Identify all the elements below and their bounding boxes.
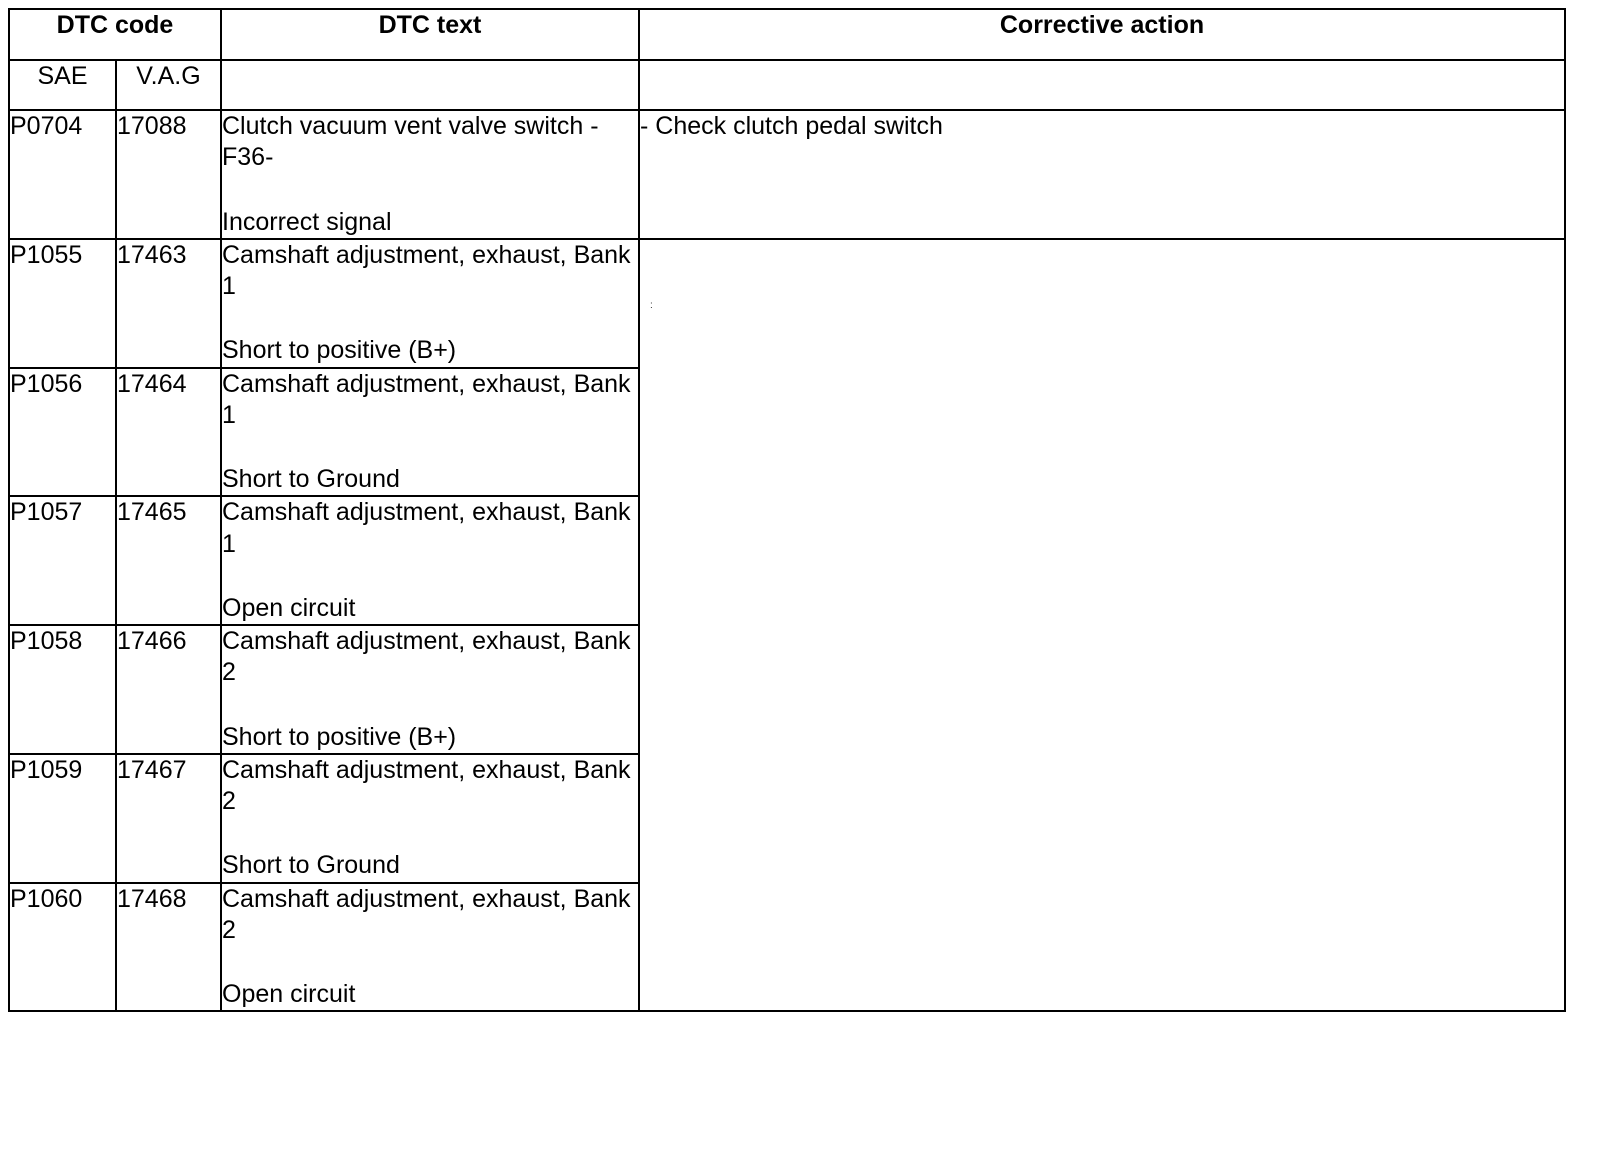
dtc-description bbox=[221, 110, 639, 239]
dtc-condition: Incorrect signal bbox=[222, 207, 392, 236]
dtc-text: Clutch vacuum vent valve switch -F36- bbox=[222, 112, 599, 172]
sae-code: P1059 bbox=[9, 754, 116, 883]
table-row bbox=[9, 239, 1565, 368]
dtc-text: Camshaft adjustment, exhaust, Bank 2 bbox=[222, 627, 631, 687]
subheader-sae: SAE bbox=[9, 60, 116, 110]
dtc-condition: Short to positive (B+) bbox=[222, 722, 457, 751]
corrective-action-blank bbox=[639, 239, 1565, 1012]
dtc-text: Camshaft adjustment, exhaust, Bank 1 bbox=[222, 369, 631, 429]
dtc-text: Camshaft adjustment, exhaust, Bank 2 bbox=[222, 755, 631, 815]
subheader-empty-action bbox=[639, 60, 1565, 110]
header-corrective-action: Corrective action bbox=[639, 9, 1565, 60]
dtc-condition: Open circuit bbox=[222, 593, 356, 622]
dtc-description bbox=[221, 368, 639, 497]
dtc-text: Camshaft adjustment, exhaust, Bank 2 bbox=[222, 884, 631, 944]
sae-code: P1057 bbox=[9, 496, 116, 625]
table-row bbox=[9, 110, 1565, 239]
dtc-description bbox=[221, 239, 639, 368]
vag-code: 17467 bbox=[116, 754, 221, 883]
subheader-empty-text bbox=[221, 60, 639, 110]
sae-code: P1055 bbox=[9, 239, 116, 368]
dtc-text: Camshaft adjustment, exhaust, Bank 1 bbox=[222, 498, 631, 558]
dtc-condition: Open circuit bbox=[222, 980, 356, 1008]
subheader-vag: V.A.G bbox=[116, 60, 221, 110]
vag-code: 17468 bbox=[116, 883, 221, 1012]
vag-code: 17463 bbox=[116, 239, 221, 368]
vag-code: 17465 bbox=[116, 496, 221, 625]
sae-code: P0704 bbox=[9, 110, 116, 239]
header-row bbox=[9, 9, 1565, 60]
dtc-text: Camshaft adjustment, exhaust, Bank 1 bbox=[222, 240, 631, 300]
subheader-row bbox=[9, 60, 1565, 110]
vag-code: 17466 bbox=[116, 625, 221, 754]
dtc-description bbox=[221, 754, 639, 883]
vag-code: 17464 bbox=[116, 368, 221, 497]
vag-code: 17088 bbox=[116, 110, 221, 239]
dtc-condition: Short to Ground bbox=[222, 465, 400, 493]
sae-code: P1056 bbox=[9, 368, 116, 497]
sae-code: P1060 bbox=[9, 883, 116, 1012]
dtc-condition: Short to Ground bbox=[222, 851, 400, 880]
dtc-table bbox=[8, 8, 1566, 1012]
dtc-description bbox=[221, 496, 639, 625]
dtc-description bbox=[221, 883, 639, 1012]
dtc-description bbox=[221, 625, 639, 754]
dtc-condition: Short to positive (B+) bbox=[222, 336, 457, 365]
header-dtc-code: DTC code bbox=[9, 9, 221, 60]
stray-mark: : bbox=[650, 299, 653, 311]
sae-code: P1058 bbox=[9, 625, 116, 754]
header-dtc-text: DTC text bbox=[221, 9, 639, 60]
corrective-action: - Check clutch pedal switch bbox=[639, 110, 1565, 239]
